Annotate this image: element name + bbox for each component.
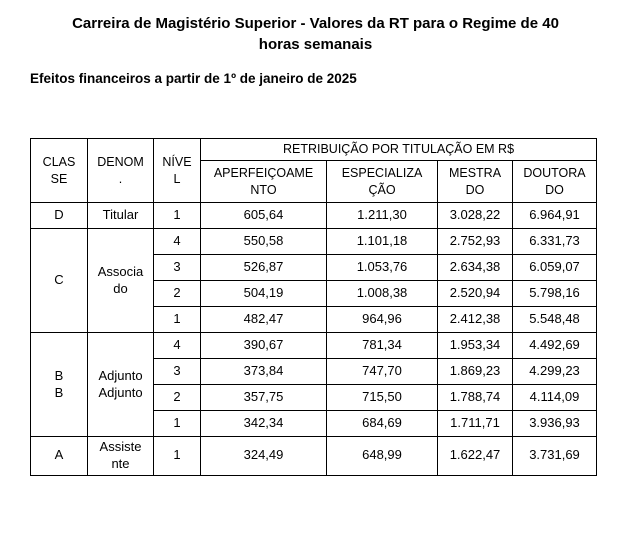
value-cell: 1.788,74 [438,385,513,411]
nivel-cell: 3 [154,359,201,385]
denom-cell: Assiste nte [88,437,154,476]
value-cell: 1.008,38 [327,281,438,307]
nivel-cell: 3 [154,255,201,281]
nivel-cell: 4 [154,229,201,255]
nivel-cell: 1 [154,203,201,229]
value-cell: 6.964,91 [513,203,597,229]
value-cell: 684,69 [327,411,438,437]
value-cell: 550,58 [201,229,327,255]
value-cell: 504,19 [201,281,327,307]
classe-cell: D [31,203,88,229]
denom-cell: Titular [88,203,154,229]
value-cell: 526,87 [201,255,327,281]
nivel-cell: 1 [154,437,201,476]
value-cell: 1.711,71 [438,411,513,437]
value-cell: 324,49 [201,437,327,476]
table-row [31,203,597,229]
value-cell: 6.331,73 [513,229,597,255]
value-cell: 1.101,18 [327,229,438,255]
col-header-classe: CLAS SE [31,139,88,203]
value-cell: 964,96 [327,307,438,333]
table-header-row-1 [31,139,597,161]
rt-values-table [30,138,597,476]
value-cell: 390,67 [201,333,327,359]
value-cell: 3.936,93 [513,411,597,437]
table-body [31,203,597,476]
value-cell: 2.520,94 [438,281,513,307]
classe-cell: A [31,437,88,476]
value-cell: 2.412,38 [438,307,513,333]
nivel-cell: 2 [154,281,201,307]
value-cell: 5.798,16 [513,281,597,307]
value-cell: 357,75 [201,385,327,411]
col-header-denom: DENOM . [88,139,154,203]
col-header-especializacao: ESPECIALIZA ÇÃO [327,161,438,203]
value-cell: 3.028,22 [438,203,513,229]
value-cell: 747,70 [327,359,438,385]
value-cell: 3.731,69 [513,437,597,476]
table-row [31,229,597,255]
value-cell: 482,47 [201,307,327,333]
col-header-nivel: NÍVE L [154,139,201,203]
value-cell: 715,50 [327,385,438,411]
value-cell: 1.211,30 [327,203,438,229]
nivel-cell: 1 [154,411,201,437]
nivel-cell: 1 [154,307,201,333]
value-cell: 781,34 [327,333,438,359]
value-cell: 648,99 [327,437,438,476]
value-cell: 1.953,34 [438,333,513,359]
value-cell: 605,64 [201,203,327,229]
col-header-doutorado: DOUTORA DO [513,161,597,203]
col-header-aperfeicoamento: APERFEIÇOAME NTO [201,161,327,203]
value-cell: 1.622,47 [438,437,513,476]
page-subtitle: Efeitos financeiros a partir de 1º de janeiro de 2025 [30,71,357,86]
col-header-retribuicao: RETRIBUIÇÃO POR TITULAÇÃO EM R$ [201,139,597,161]
value-cell: 1.053,76 [327,255,438,281]
denom-cell: Adjunto Adjunto [88,333,154,437]
value-cell: 2.752,93 [438,229,513,255]
classe-cell: C [31,229,88,333]
col-header-mestrado: MESTRA DO [438,161,513,203]
table-row [31,333,597,359]
denom-cell: Associa do [88,229,154,333]
classe-cell: B B [31,333,88,437]
value-cell: 6.059,07 [513,255,597,281]
page-title: Carreira de Magistério Superior - Valores da RT para o Regime de 40 horas semanais [72,15,559,53]
value-cell: 5.548,48 [513,307,597,333]
table-row [31,437,597,476]
value-cell: 4.492,69 [513,333,597,359]
nivel-cell: 2 [154,385,201,411]
value-cell: 4.299,23 [513,359,597,385]
value-cell: 373,84 [201,359,327,385]
value-cell: 2.634,38 [438,255,513,281]
nivel-cell: 4 [154,333,201,359]
value-cell: 4.114,09 [513,385,597,411]
value-cell: 1.869,23 [438,359,513,385]
value-cell: 342,34 [201,411,327,437]
